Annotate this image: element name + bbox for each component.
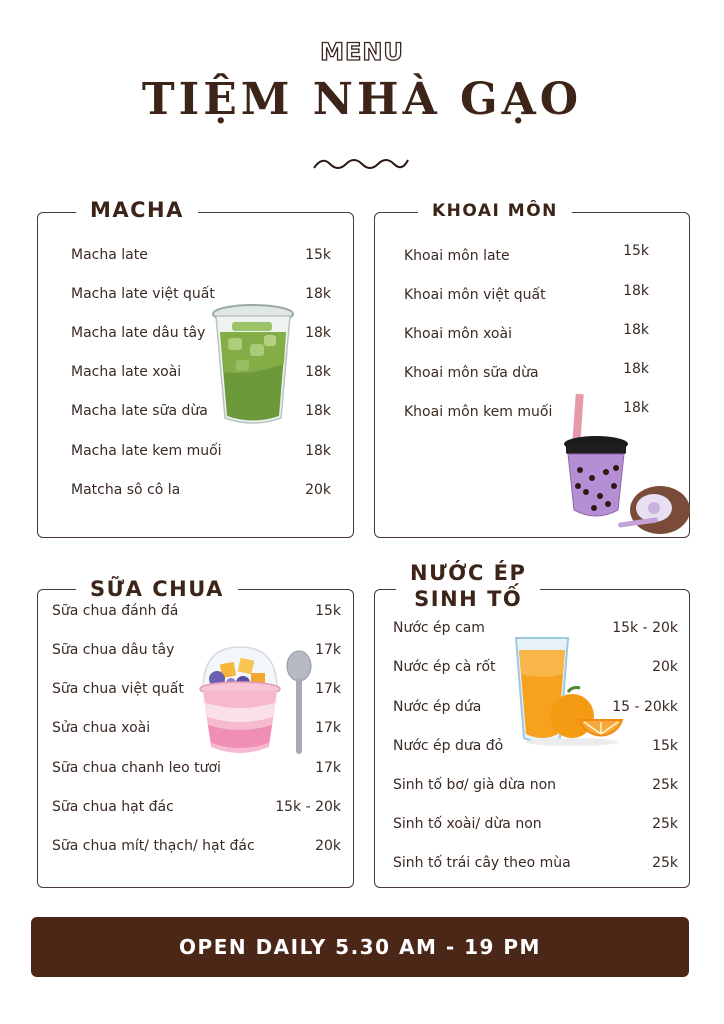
khoai-mon-price-2: 18k <box>623 283 649 299</box>
khoai-mon-price-4: 18k <box>623 361 649 377</box>
nuoc-ep-item-6: Sinh tố xoài/ dừa non <box>393 816 542 832</box>
nuoc-ep-item-5: Sinh tố bơ/ già dừa non <box>393 777 557 793</box>
nuoc-ep-price-3: 15 - 20kk <box>612 699 678 715</box>
nuoc-ep-title-line-1: NƯỚC ÉP <box>410 561 527 585</box>
macha-price-1: 15k <box>305 247 331 263</box>
nuoc-ep-item-7: Sinh tố trái cây theo mùa <box>393 855 571 871</box>
sua-chua-item-5: Sữa chua chanh leo tươi <box>52 760 221 776</box>
sua-chua-price-7: 20k <box>315 838 341 854</box>
macha-item-2: Macha late việt quất <box>71 286 215 302</box>
macha-item-6: Macha late kem muối <box>71 443 222 459</box>
sua-chua-item-6: Sữa chua hạt đác <box>52 799 174 815</box>
khoai-mon-price-5: 18k <box>623 400 649 416</box>
sua-chua-price-2: 17k <box>315 642 341 658</box>
macha-item-3: Macha late dâu tây <box>71 325 206 341</box>
khoai-mon-item-5: Khoai môn kem muối <box>404 404 553 420</box>
khoai-mon-item-4: Khoai môn sữa dừa <box>404 365 539 381</box>
nuoc-ep-title-line-2: SINH TỐ <box>414 587 523 612</box>
menu-label: MENU <box>320 38 404 66</box>
sua-chua-item-2: Sữa chua dâu tây <box>52 642 175 658</box>
sua-chua-price-5: 17k <box>315 760 341 776</box>
nuoc-ep-price-6: 25k <box>652 816 678 832</box>
macha-item-7: Matcha sô cô la <box>71 482 181 498</box>
sua-chua-item-1: Sữa chua đánh đá <box>52 603 179 619</box>
khoai-mon-price-1: 15k <box>623 243 649 259</box>
nuoc-ep-item-2: Nước ép cà rốt <box>393 659 496 675</box>
nuoc-ep-item-3: Nước ép dứa <box>393 699 482 715</box>
squiggle-divider <box>312 152 410 174</box>
sua-chua-price-4: 17k <box>315 720 341 736</box>
sua-chua-item-7: Sữa chua mít/ thạch/ hạt đác <box>52 838 255 854</box>
nuoc-ep-item-4: Nước ép dưa đỏ <box>393 738 504 754</box>
macha-price-2: 18k <box>305 286 331 302</box>
sua-chua-price-3: 17k <box>315 681 341 697</box>
spoon-icon <box>285 650 313 758</box>
macha-item-1: Macha late <box>71 247 148 263</box>
khoai-mon-item-3: Khoai môn xoài <box>404 326 512 342</box>
nuoc-ep-title <box>396 560 540 613</box>
macha-price-7: 20k <box>305 482 331 498</box>
macha-item-4: Macha late xoài <box>71 364 182 380</box>
macha-price-4: 18k <box>305 364 331 380</box>
nuoc-ep-item-1: Nước ép cam <box>393 620 485 636</box>
khoai-mon-title: KHOAI MÔN <box>418 201 572 222</box>
matcha-latte-cup-icon <box>210 302 296 428</box>
sua-chua-item-3: Sữa chua việt quất <box>52 681 184 697</box>
macha-price-6: 18k <box>305 443 331 459</box>
sua-chua-price-6: 15k - 20k <box>275 799 341 815</box>
khoai-mon-price-3: 18k <box>623 322 649 338</box>
nuoc-ep-price-5: 25k <box>652 777 678 793</box>
opening-hours-banner <box>31 917 689 977</box>
orange-juice-glass-icon <box>512 634 624 748</box>
macha-price-5: 18k <box>305 403 331 419</box>
nuoc-ep-price-7: 25k <box>652 855 678 871</box>
shop-name: TIỆM NHÀ GẠO <box>141 74 583 125</box>
khoai-mon-item-2: Khoai môn việt quất <box>404 287 546 303</box>
khoai-mon-item-1: Khoai môn late <box>404 248 510 264</box>
sua-chua-price-1: 15k <box>315 603 341 619</box>
opening-hours-text: OPEN DAILY 5.30 AM - 19 PM <box>179 935 541 959</box>
nuoc-ep-price-1: 15k - 20k <box>612 620 678 636</box>
yogurt-parfait-cup-icon <box>195 643 285 759</box>
sua-chua-item-4: Sửa chua xoài <box>52 720 151 736</box>
nuoc-ep-price-2: 20k <box>652 659 678 675</box>
macha-title: MACHA <box>76 197 198 223</box>
macha-item-5: Macha late sữa dừa <box>71 403 208 419</box>
sua-chua-title: SỮA CHUA <box>76 576 238 602</box>
macha-price-3: 18k <box>305 325 331 341</box>
nuoc-ep-price-4: 15k <box>652 738 678 754</box>
